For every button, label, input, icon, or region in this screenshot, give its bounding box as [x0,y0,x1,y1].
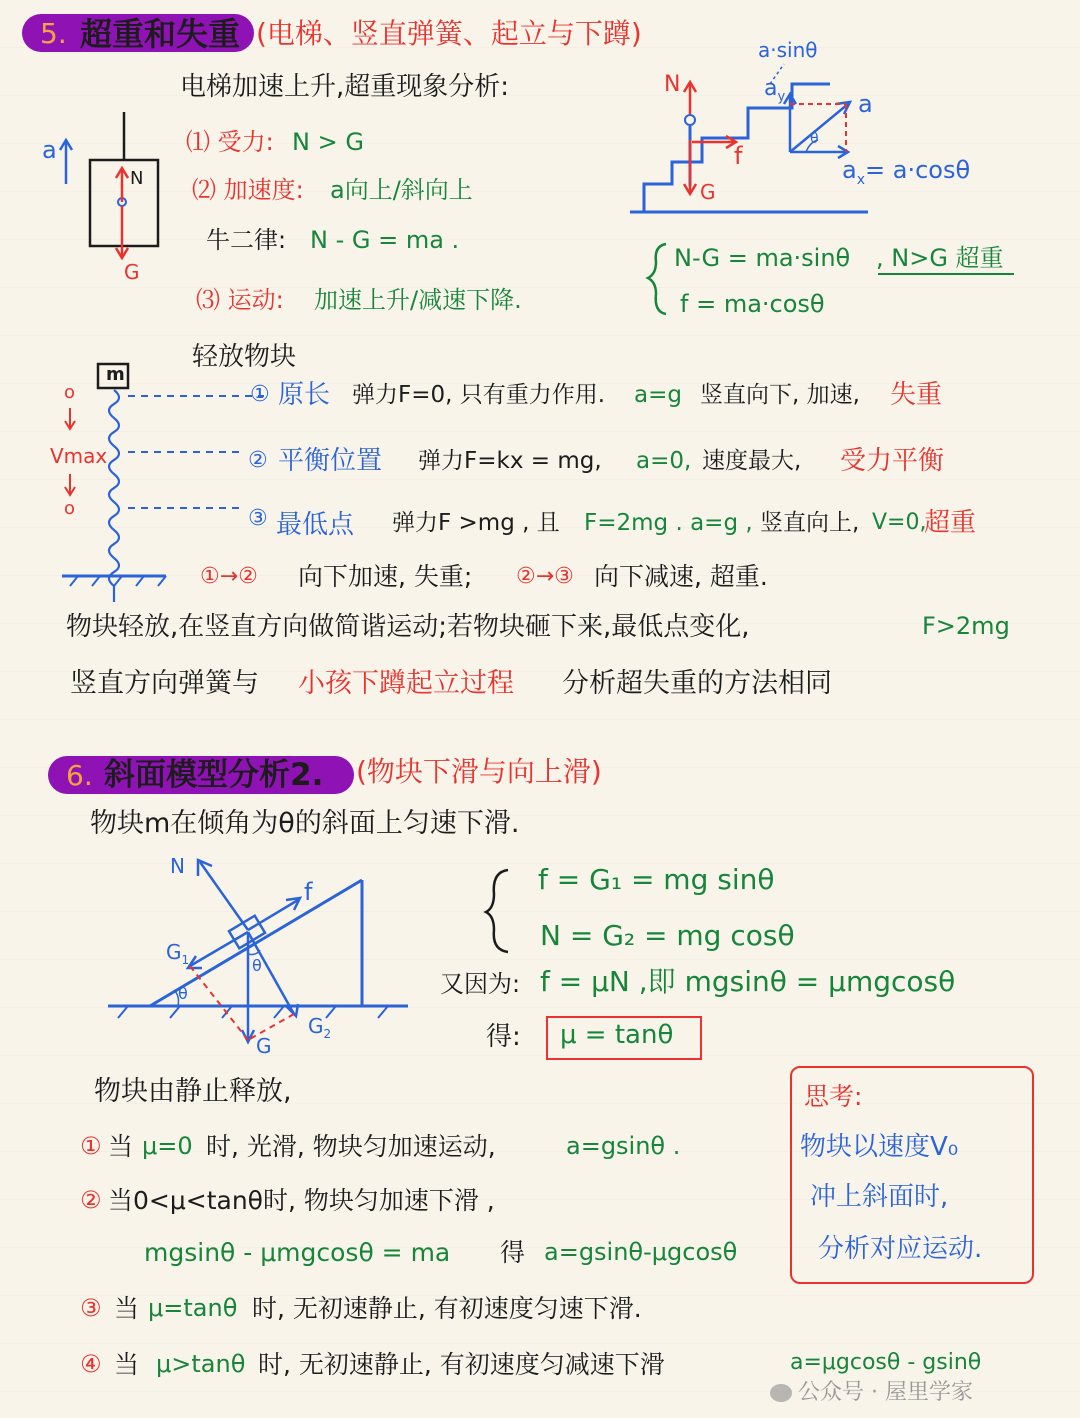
stairs-f-label: f [734,142,743,170]
case3-condition: μ=tanθ [148,1294,238,1322]
elevator-a-label: a [42,136,57,164]
think-line1: 物块以速度V₀ [800,1132,959,1162]
watermark-text: 公众号 · 屋里学家 [798,1380,973,1405]
stairs-ay-sub: y [777,89,786,105]
elevator-heading: 电梯加速上升,超重现象分析: [180,72,510,102]
spring-vmax: Vmax [50,444,108,468]
case1-prefix: 当 [108,1132,134,1161]
case2-mid: 得 [500,1238,526,1267]
row1-accel: a=g [634,382,682,408]
case2-prefix: 当0<μ<tanθ时, 物块匀加速下滑 , [108,1186,495,1215]
incline-g2-sub: 2 [323,1027,332,1041]
row1-circle: ① [250,382,270,407]
section6-title: 斜面模型分析2. [104,757,324,793]
spring-mass-label: m [106,364,125,385]
section6-subtitle: (物块下滑与向上滑) [356,755,602,788]
incline-g1-sub: 1 [181,953,190,967]
section6-number: 6. [66,759,93,792]
result-prefix: 得: [486,1022,521,1052]
case4-number: ④ [80,1350,102,1378]
stairs-ay-letter: a [764,76,778,101]
row3-accel: F=2mg . a=g , [584,510,753,536]
case3-number: ③ [80,1294,102,1322]
shm-tail: F>2mg [922,612,1010,640]
row3-name: 最低点 [276,510,355,540]
incline-g-label: G [256,1034,272,1058]
row1-state: 失重 [890,380,943,410]
system-eq1-tail: , N>G 超重 [876,244,1004,272]
row3-text2: 竖直向上, [760,510,860,536]
case2-number: ② [80,1186,102,1214]
stairs-theta-label: θ [810,131,819,147]
row3-text: 弹力F >mg , 且 [392,510,560,536]
row2-circle: ② [248,448,268,473]
incline-f-label: f [304,878,313,906]
item1-prefix: ⑴ 受力: [186,128,274,156]
item2-prefix: ⑵ 加速度: [192,176,304,204]
incline-g2-letter: G [308,1014,324,1038]
row1-text2: 竖直向下, 加速, [700,382,860,408]
stairs-ax-letter: a [842,156,857,184]
case3-text: 时, 无初速静止, 有初速度匀速下滑. [252,1294,642,1323]
row1-name: 原长 [278,380,331,410]
row3-state: 超重 [924,508,977,538]
release-heading: 物块由静止释放, [94,1076,292,1107]
incline-eq1: f = G₁ = mg sinθ [538,863,775,896]
section5-title: 超重和失重 [80,15,241,53]
row2-state: 受力平衡 [840,446,945,476]
item3-value: 加速上升/减速下降. [314,286,522,314]
stairs-asin-label: a·sinθ [758,38,818,62]
case2-eq-right: a=gsinθ-μgcosθ [544,1238,738,1266]
think-line3: 分析对应运动. [818,1234,983,1264]
item2-value: a向上/斜向上 [330,176,473,204]
elevator-n-label: N [130,168,144,189]
row2-text2: 速度最大, [702,448,802,474]
same-pre: 竖直方向弹簧与 [70,668,259,699]
system-eq2: f = ma·cosθ [680,290,825,318]
wechat-icon [770,1384,792,1402]
system-eq1: N-G = ma·sinθ [674,244,851,272]
watermark [770,1382,973,1404]
newton-prefix: 牛二律: [206,226,287,254]
stairs-a-label: a [858,90,873,118]
case4-text: 时, 无初速静止, 有初速度匀减速下滑 [258,1350,665,1379]
newton-value: N - G = ma . [310,226,460,254]
case4-prefix: 当 [114,1350,140,1379]
case3-prefix: 当 [114,1294,140,1323]
row3-circle: ③ [248,506,268,531]
incline-g1-letter: G [166,940,182,964]
think-title: 思考: [804,1082,863,1111]
incline-theta2-label: θ [252,956,262,975]
incline-theta1-label: θ [178,984,188,1003]
stairs-ax-sub: x [856,171,866,188]
spring-o-top: o [64,382,76,403]
because-eq: f = μN ,即 mgsinθ = μmgcosθ [540,965,956,998]
item3-prefix: ⑶ 运动: [196,286,284,314]
row2-accel: a=0, [636,448,692,474]
case1-condition: μ=0 [142,1132,193,1160]
section5-subtitle: (电梯、竖直弹簧、起立与下蹲) [256,17,642,50]
case1-text: 时, 光滑, 物块匀加速运动, [206,1132,496,1161]
row1-text: 弹力F=0, 只有重力作用. [352,382,606,408]
incline-n-label: N [170,854,185,878]
case1-number: ① [80,1132,102,1160]
think-line2: 冲上斜面时, [810,1182,949,1212]
same-post: 分析超失重的方法相同 [562,668,832,699]
row2-name: 平衡位置 [278,446,383,476]
transition-t1: 向下加速, 失重; [298,562,473,591]
same-red: 小孩下蹲起立过程 [298,668,514,699]
section5-number: 5. [40,17,67,50]
spring-o-bottom: o [64,498,76,519]
incline-eq2: N = G₂ = mg cosθ [540,919,795,952]
case4-condition: μ>tanθ [156,1350,246,1378]
transition-t2: 向下减速, 超重. [594,562,768,591]
stairs-n-label: N [664,72,681,97]
because-prefix: 又因为: [440,970,521,998]
elevator-g-label: G [124,260,140,284]
result-eq: μ = tanθ [560,1020,674,1050]
stairs-g-label: G [700,180,716,204]
transition-p2: ②→③ [516,564,574,589]
case4-eq: a=μgcosθ - gsinθ [790,1350,982,1375]
spring-heading: 轻放物块 [192,342,297,372]
row2-text: 弹力F=kx = mg, [418,448,602,474]
transition-p1: ①→② [200,564,258,589]
shm-text: 物块轻放,在竖直方向做简谐运动;若物块砸下来,最低点变化, [66,612,750,642]
item1-value: N > G [292,128,364,156]
row3-velocity: V=0, [872,510,927,535]
case2-eq-left: mgsinθ - μmgcosθ = ma [144,1238,451,1267]
case1-eq: a=gsinθ . [566,1132,681,1160]
incline-intro: 物块m在倾角为θ的斜面上匀速下滑. [90,808,520,839]
stairs-ax-eq: = a·cosθ [865,156,971,184]
